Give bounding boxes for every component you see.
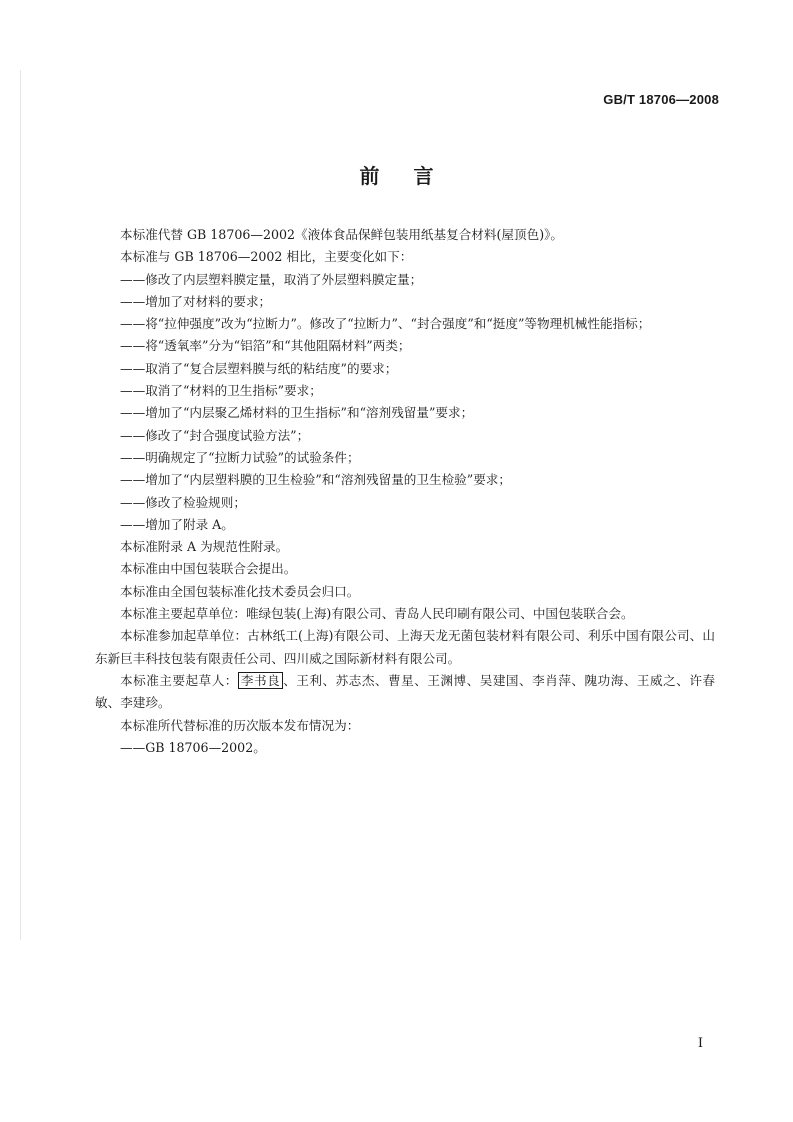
change-item: ——修改了内层塑料膜定量，取消了外层塑料膜定量； [120, 271, 423, 287]
drafters-prefix: 本标准主要起草人： [120, 672, 238, 688]
change-item: ——修改了“封合强度试验方法”； [120, 427, 310, 443]
change-item: ——增加了“内层聚乙烯材料的卫生指标”和“溶剂残留量”要求； [120, 405, 474, 421]
drafters-rest: 、王利、苏志杰、曹星、王渊博、吴建国、李肖萍、隗功海、王威之、许春敏、李建珍。 [95, 672, 716, 711]
change-item: ——取消了“复合层塑料膜与纸的粘结度”的要求； [120, 360, 398, 376]
title-char-1: 前 [359, 164, 380, 188]
standard-code: GB/T 18706—2008 [603, 92, 719, 107]
history-item: ——GB 18706—2002。 [120, 739, 266, 755]
page-number: I [697, 1036, 703, 1051]
changes-intro: 本标准与 GB 18706—2002 相比，主要变化如下： [120, 249, 413, 265]
foreword-body [95, 224, 715, 759]
appendix-note: 本标准附录 A 为规范性附录。 [120, 539, 289, 555]
title-char-2: 言 [413, 164, 434, 188]
change-item: ——将“拉伸强度”改为“拉断力”。修改了“拉断力”、“封合强度”和“挺度”等物理机械性能指标； [120, 316, 651, 332]
page-title [0, 160, 793, 189]
change-item: ——明确规定了“拉断力试验”的试验条件； [120, 449, 360, 465]
change-item: ——修改了检验规则； [120, 494, 246, 510]
change-item: ——增加了“内层塑料膜的卫生检验”和“溶剂残留量的卫生检验”要求； [120, 472, 511, 488]
main-drafters [95, 670, 715, 715]
change-item: ——增加了对材料的要求； [120, 293, 272, 309]
history-intro: 本标准所代替标准的历次版本发布情况为： [120, 717, 360, 733]
change-item: ——取消了“材料的卫生指标”要求； [120, 383, 322, 399]
under-jurisdiction: 本标准由全国包装标准化技术委员会归口。 [120, 583, 360, 599]
scan-edge-line [20, 70, 21, 940]
replaces-statement: 本标准代替 GB 18706—2002《液体食品保鲜包装用纸基复合材料(屋顶色)》。 [120, 227, 563, 242]
participating-units: 本标准参加起草单位：古林纸工(上海)有限公司、上海天龙无菌包装材料有限公司、利乐中国有限公司、山东新巨丰科技包装有限责任公司、四川威之国际新材料有限公司。 [95, 628, 715, 666]
main-drafting-units: 本标准主要起草单位：唯绿包装(上海)有限公司、青岛人民印刷有限公司、中国包装联合会。 [120, 606, 634, 622]
proposed-by: 本标准由中国包装联合会提出。 [120, 561, 297, 577]
change-item: ——增加了附录 A。 [120, 516, 234, 532]
change-item: ——将“透氧率”分为“铝箔”和“其他阻隔材料”两类； [120, 338, 411, 354]
drafter-boxed-name: 李书良 [238, 672, 283, 689]
